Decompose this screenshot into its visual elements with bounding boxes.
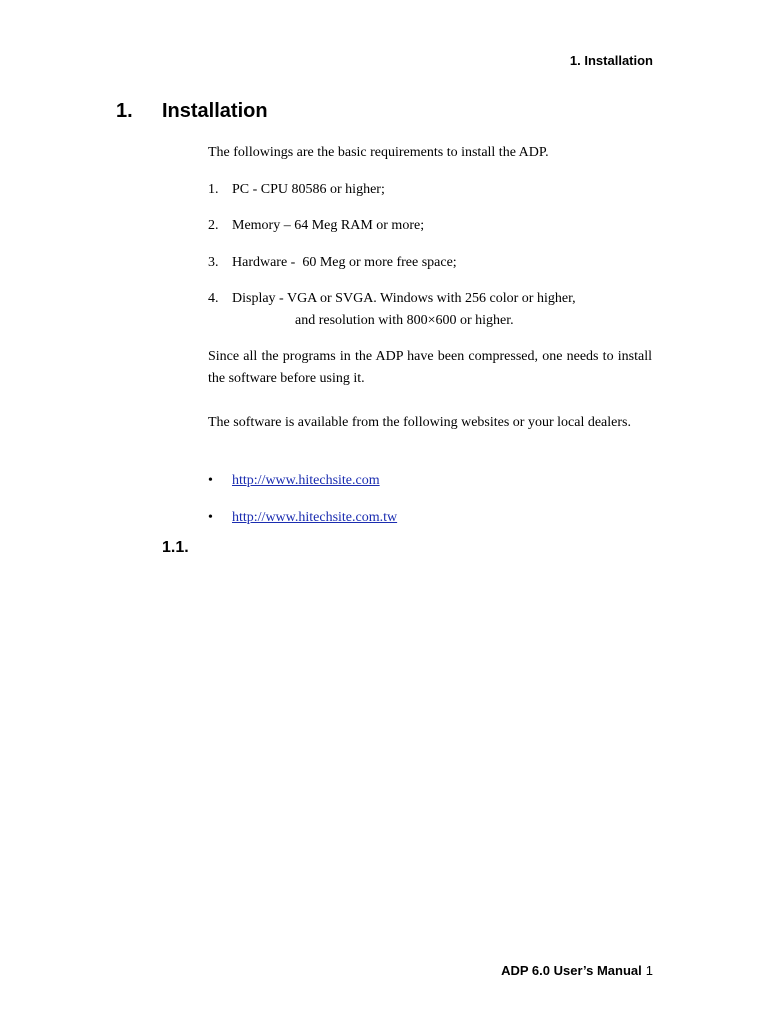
requirement-number: 3. bbox=[208, 255, 219, 270]
requirement-number: 2. bbox=[208, 218, 219, 233]
page-footer bbox=[501, 963, 653, 978]
requirement-item bbox=[208, 252, 457, 274]
availability-paragraph: The software is available from the following websites or your local dealers. bbox=[208, 415, 631, 430]
bullet-icon: • bbox=[208, 510, 213, 525]
website-list-item bbox=[208, 507, 397, 529]
requirement-text: PC - CPU 80586 or higher; bbox=[232, 182, 385, 197]
requirement-text: Hardware - 60 Meg or more free space; bbox=[232, 255, 457, 270]
chapter-heading bbox=[116, 100, 268, 123]
page-number: 1 bbox=[645, 963, 653, 978]
requirement-text: Memory – 64 Meg RAM or more; bbox=[232, 218, 425, 233]
requirement-number: 4. bbox=[208, 291, 219, 306]
website-list-item bbox=[208, 470, 380, 492]
requirement-text: Display - VGA or SVGA. Windows with 256 color or higher, bbox=[232, 291, 576, 306]
website-link[interactable]: http://www.hitechsite.com.tw bbox=[232, 510, 398, 525]
section-heading: 1.1. bbox=[162, 539, 189, 556]
requirement-item bbox=[208, 288, 576, 332]
chapter-number: 1. bbox=[116, 100, 133, 122]
requirement-lines bbox=[232, 288, 576, 332]
compression-paragraph: Since all the programs in the ADP have been compressed, one needs to install the software before using it. bbox=[208, 349, 652, 386]
manual-title: ADP 6.0 User’s Manual bbox=[501, 963, 642, 978]
chapter-title: Installation bbox=[162, 100, 268, 122]
requirement-item bbox=[208, 215, 424, 237]
intro-paragraph: The followings are the basic requirements to install the ADP. bbox=[208, 145, 549, 160]
bullet-icon: • bbox=[208, 473, 213, 488]
requirement-continuation: and resolution with 800×600 or higher. bbox=[295, 313, 514, 328]
running-header: 1. Installation bbox=[569, 53, 653, 68]
requirement-item bbox=[208, 179, 385, 201]
website-link[interactable]: http://www.hitechsite.com bbox=[232, 473, 380, 488]
requirement-number: 1. bbox=[208, 182, 219, 197]
